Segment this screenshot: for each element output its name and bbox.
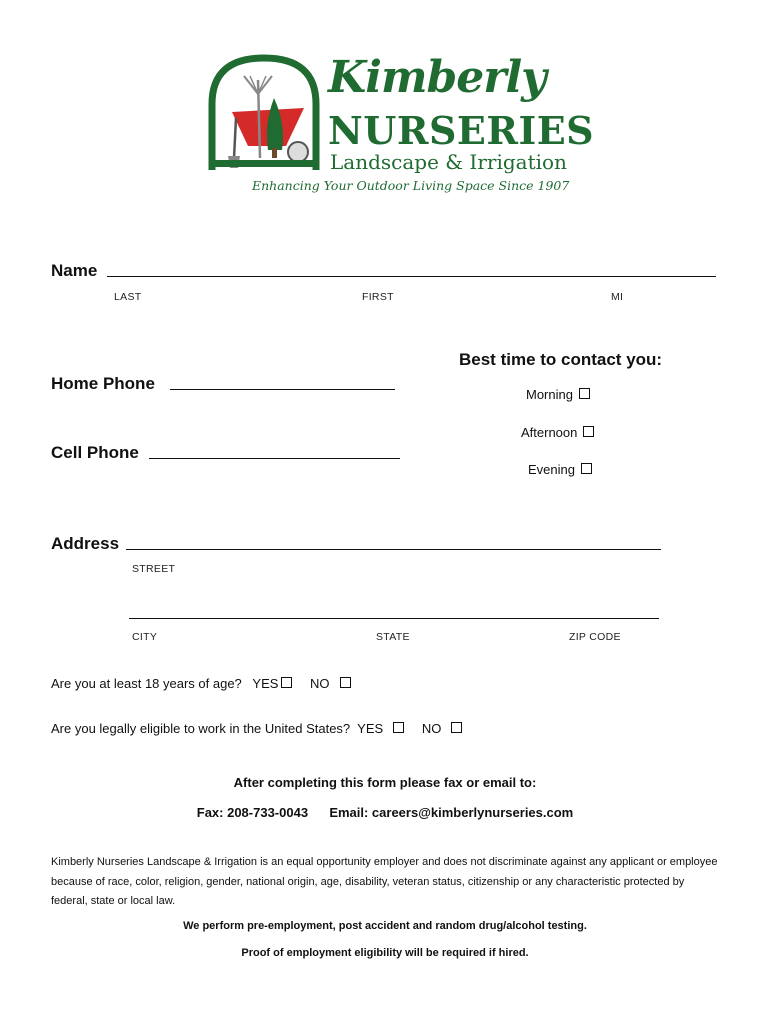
cell-phone-field[interactable]	[149, 458, 400, 459]
evening-checkbox[interactable]	[581, 463, 592, 474]
age-question-text: Are you at least 18 years of age?	[51, 676, 242, 691]
eeo-statement: Kimberly Nurseries Landscape & Irrigation is an equal opportunity employer and does not discriminate against any applicant or employee because of race, color, religion, gender, national origin, age, disability, veteran status, citizenship or any characteristic protected by federal, state or local law.	[51, 856, 718, 907]
name-label: Name	[51, 261, 98, 280]
eligible-yes-checkbox[interactable]	[393, 722, 404, 733]
address-sub-zip: ZIP CODE	[569, 631, 621, 643]
eligibility-note: Proof of employment eligibility will be required if hired.	[241, 947, 529, 959]
address-sub-street: STREET	[132, 563, 176, 575]
contact-option-morning[interactable]	[526, 387, 590, 402]
eligible-question	[51, 721, 462, 736]
logo-main-name: NURSERIES	[328, 108, 595, 153]
eligible-no-label: NO	[421, 721, 442, 736]
contact-option-afternoon[interactable]	[521, 425, 594, 440]
age-no-checkbox[interactable]	[340, 677, 351, 688]
email-address[interactable]: Email: careers@kimberlynurseries.com	[329, 805, 574, 820]
contact-option-evening-label: Evening	[528, 462, 575, 477]
logo-subtitle: Landscape & Irrigation	[330, 150, 567, 174]
contact-option-evening[interactable]	[528, 462, 592, 477]
submission-instruction: After completing this form please fax or email to:	[233, 775, 537, 790]
fax-number: Fax: 208-733-0043	[196, 805, 309, 820]
city-state-zip-field[interactable]	[129, 618, 659, 619]
age-yes-label: YES	[252, 676, 279, 691]
submission-contacts	[0, 805, 770, 820]
name-field[interactable]	[107, 276, 716, 277]
eligible-yes-label: YES	[357, 721, 384, 736]
eligible-question-text: Are you legally eligible to work in the United States?	[51, 721, 351, 736]
contact-time-heading: Best time to contact you:	[459, 350, 663, 369]
testing-note: We perform pre-employment, post accident and random drug/alcohol testing.	[183, 920, 587, 932]
logo-tagline: Enhancing Your Outdoor Living Space Since 1907	[252, 178, 570, 193]
address-sub-city: CITY	[132, 631, 158, 643]
afternoon-checkbox[interactable]	[583, 426, 594, 437]
cell-phone-label: Cell Phone	[51, 443, 139, 462]
eligible-no-checkbox[interactable]	[451, 722, 462, 733]
age-question	[51, 676, 351, 691]
home-phone-field[interactable]	[170, 389, 395, 390]
logo-script-name: Kimberly	[328, 52, 546, 103]
contact-option-morning-label: Morning	[526, 387, 573, 402]
company-logo-icon	[208, 54, 328, 174]
morning-checkbox[interactable]	[579, 388, 590, 399]
contact-option-afternoon-label: Afternoon	[521, 425, 578, 440]
street-field[interactable]	[126, 549, 661, 550]
address-label: Address	[51, 534, 120, 553]
age-yes-checkbox[interactable]	[281, 677, 292, 688]
home-phone-label: Home Phone	[51, 374, 155, 393]
name-sub-first: FIRST	[362, 291, 394, 303]
address-sub-state: STATE	[376, 631, 410, 643]
name-sub-mi: MI	[611, 291, 624, 303]
age-no-label: NO	[310, 676, 330, 691]
name-sub-last: LAST	[114, 291, 142, 303]
